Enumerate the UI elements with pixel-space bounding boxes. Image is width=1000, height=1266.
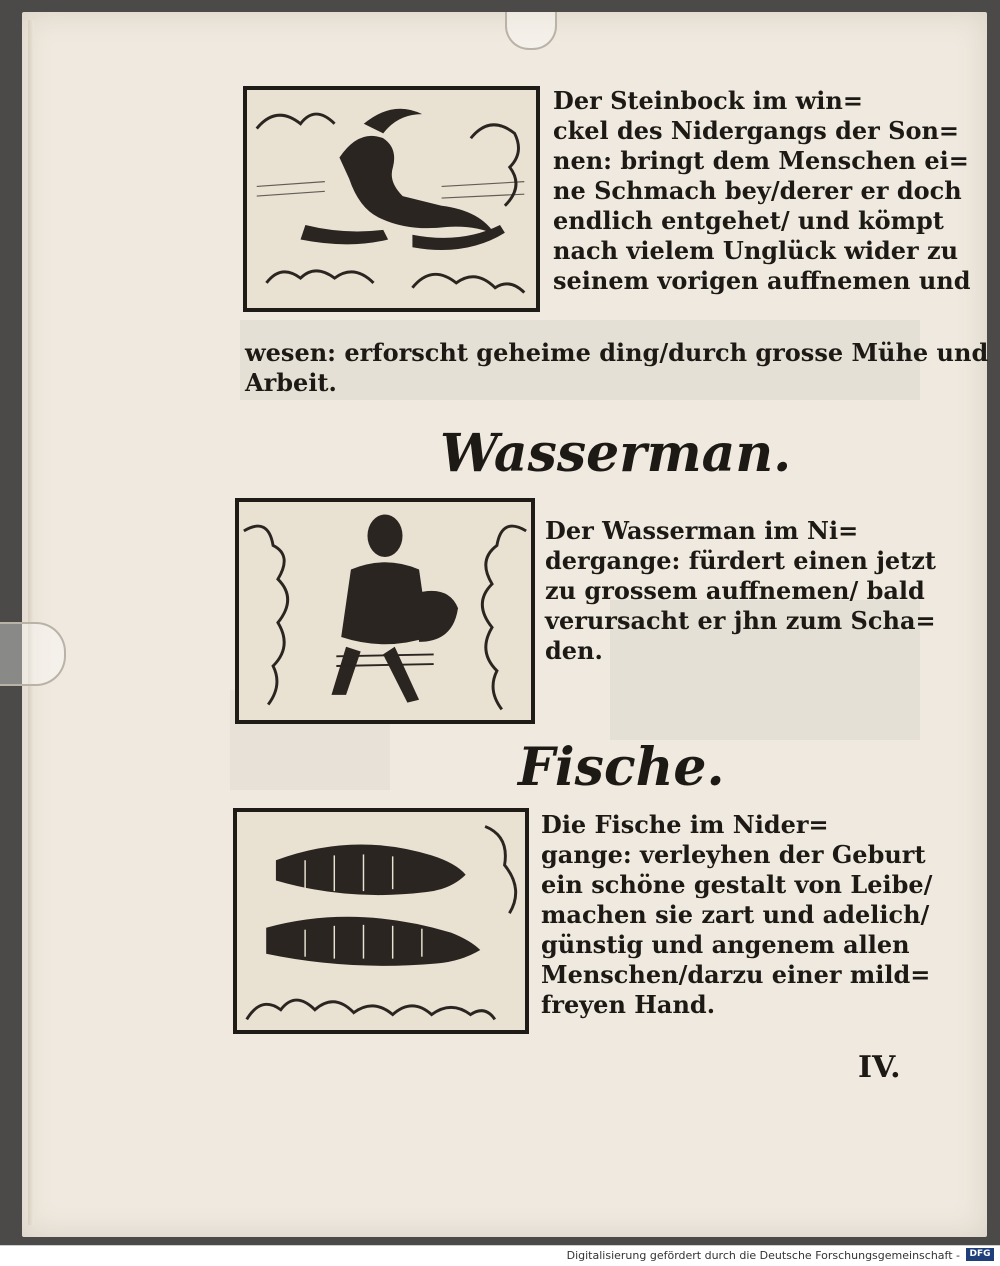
text-line: gange: verleyhen der Geburt <box>541 840 926 869</box>
text-line: freyen Hand. <box>541 990 716 1019</box>
text-line: ne Schmach bey/derer er doch <box>553 176 962 205</box>
dfg-logo: DFG <box>966 1248 994 1261</box>
text-line: den. <box>545 636 603 665</box>
text-line: Die Fische im Nider= <box>541 810 829 839</box>
pisces-woodcut <box>233 808 529 1034</box>
paper-clip-left <box>0 622 66 686</box>
aquarius-woodcut <box>235 498 535 724</box>
text-line: ein schöne gestalt von Leibe/ <box>541 870 933 899</box>
text-line: machen sie zart und adelich/ <box>541 900 930 929</box>
heading-pisces: Fische. <box>518 737 725 798</box>
page-number: IV. <box>858 1050 901 1085</box>
capricorn-text-wide <box>245 338 988 398</box>
text-line: günstig und angenem allen <box>541 930 910 959</box>
text-line: nen: bringt dem Menschen ei= <box>553 146 969 175</box>
text-line: Der Steinbock im win= <box>553 86 863 115</box>
text-line: ckel des Nidergangs der Son= <box>553 116 960 145</box>
text-line: verursacht er jhn zum Scha= <box>545 606 936 635</box>
text-line: endlich entgehet/ und kömpt <box>553 206 944 235</box>
text-line: Menschen/darzu einer mild= <box>541 960 931 989</box>
text-line: Der Wasserman im Ni= <box>545 516 859 545</box>
capricorn-woodcut <box>243 86 540 312</box>
heading-aquarius: Wasserman. <box>440 423 792 484</box>
text-line: dergange: fürdert einen jetzt <box>545 546 936 575</box>
footer-credit: Digitalisierung gefördert durch die Deutsche Forschungsgemeinschaft - <box>566 1249 960 1262</box>
text-line: nach vielem Unglück wider zu <box>553 236 959 265</box>
pisces-text <box>541 810 932 1020</box>
text-line: Arbeit. <box>245 368 337 397</box>
capricorn-text <box>553 86 971 296</box>
text-line: zu grossem auffnemen/ bald <box>545 576 925 605</box>
text-line: wesen: erforscht geheime ding/durch grosse Mühe und <box>245 338 989 367</box>
text-line: seinem vorigen auffnemen und <box>553 266 971 295</box>
aquarius-text <box>545 516 936 666</box>
